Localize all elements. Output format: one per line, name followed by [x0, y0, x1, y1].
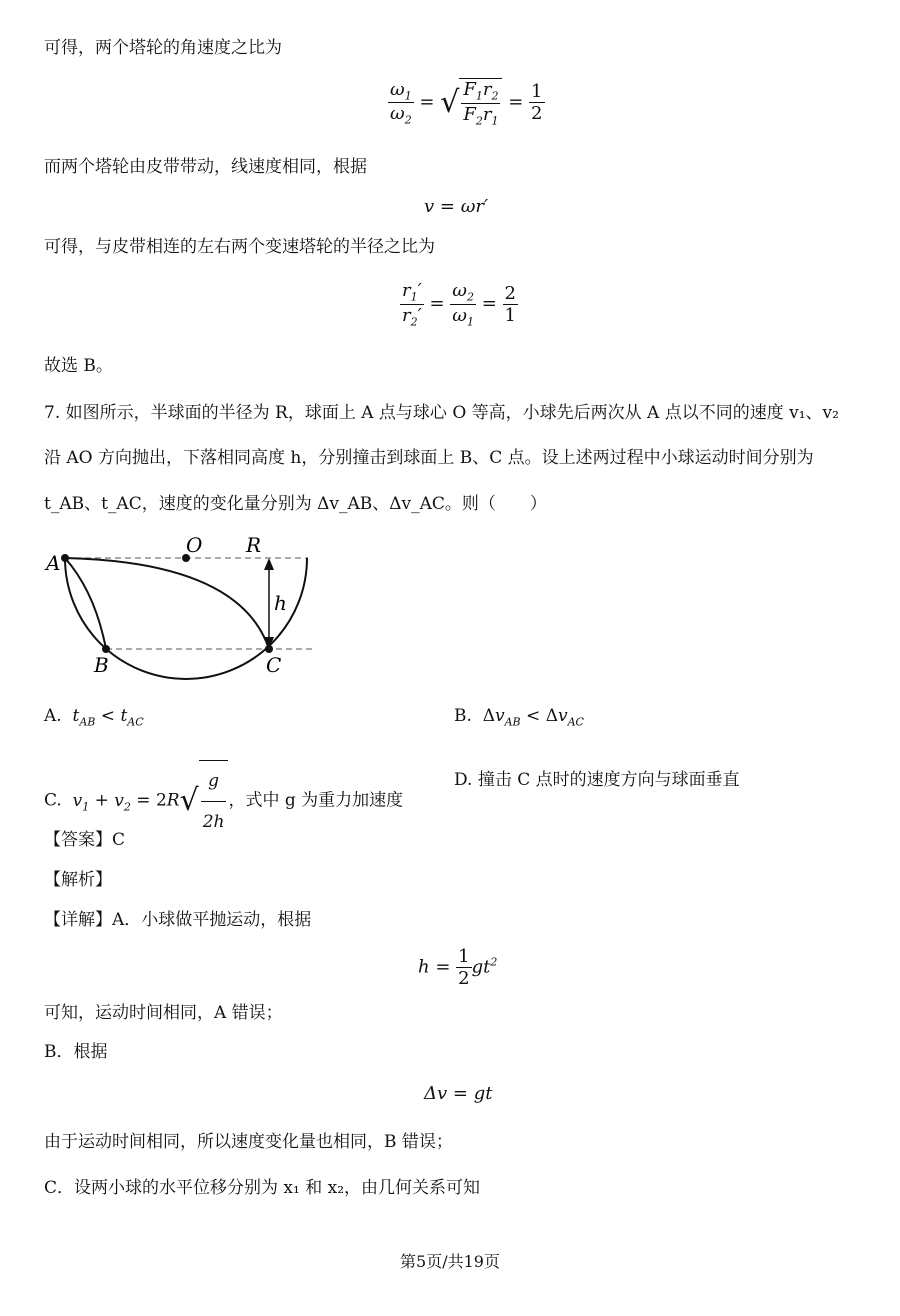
option-b[interactable]: B. $\Delta v_{AB} < \Delta v_{AC}$	[454, 706, 584, 729]
point-C	[265, 645, 273, 653]
arrow-head-top	[264, 558, 274, 570]
label-A: A	[46, 551, 61, 575]
text-line: 可知，运动时间相同，A 错误；	[44, 1003, 283, 1023]
answer-line: 【答案】C	[44, 830, 126, 850]
label-C: C	[266, 653, 282, 677]
text-line: 可得，与皮带相连的左右两个变速塔轮的半径之比为	[44, 237, 435, 257]
point-A	[61, 554, 69, 562]
label-R: R	[246, 533, 262, 557]
trajectory-to-C	[65, 558, 269, 649]
question-line: 沿 AO 方向抛出，下落相同高度 h，分别撞击到球面上 B、C 点。设上述两过程中小球运动时间分别为	[44, 448, 814, 468]
text-line: 而两个塔轮由皮带带动，线速度相同，根据	[44, 157, 367, 177]
text-line: C．设两小球的水平位移分别为 x₁ 和 x₂，由几何关系可知	[44, 1178, 481, 1198]
eq3-num: 2	[504, 282, 516, 304]
equation-linear-speed: v = ωr′	[424, 196, 489, 217]
eq3-den: 1	[504, 304, 516, 326]
text-line: 故选 B。	[44, 356, 113, 376]
point-B	[102, 645, 110, 653]
label-O: O	[186, 533, 203, 557]
option-a-label: A.	[44, 706, 62, 726]
page-footer: 第5页/共19页	[400, 1252, 500, 1271]
equation-free-fall: h = $\frac{1}{2}$ $gt^2$	[418, 946, 498, 989]
eq1-num: 1	[531, 81, 543, 103]
option-c[interactable]: C. $v_1 + v_2 = 2R√$ $\frac{g}{2h}$ ，式中 g 为重力加速度	[44, 760, 403, 842]
analysis-heading: 【解析】	[44, 870, 112, 890]
eq1-den: 2	[531, 103, 543, 125]
eq4-den: 2	[458, 968, 470, 989]
trajectory-to-B	[65, 558, 106, 649]
text-line: B．根据	[44, 1042, 108, 1062]
hemisphere-figure	[40, 532, 340, 682]
label-B: B	[94, 653, 109, 677]
detail-line: 【详解】A．小球做平抛运动，根据	[44, 910, 312, 930]
text-line: 可得，两个塔轮的角速度之比为	[44, 38, 282, 58]
equation-omega-ratio: $\frac{\omega_1}{\omega_2}$ = √ $\frac{F_1r_2}{F_2r_1}$ = $\frac{1}{2}$	[390, 78, 543, 128]
eq4-num: 1	[458, 946, 470, 967]
equation-delta-v: Δv = gt	[424, 1083, 493, 1104]
question-line: t_AB、t_AC，速度的变化量分别为 Δv_AB、Δv_AC。则（ ）	[44, 494, 547, 514]
equation-radius-ratio: $\frac{r_1'}{r_2'}$ = $\frac{\omega_2}{\omega_1}$ = $\frac{2}{1}$	[402, 280, 516, 329]
text-line: 由于运动时间相同，所以速度变化量也相同，B 错误；	[44, 1132, 453, 1152]
question-line: 7. 如图所示，半球面的半径为 R，球面上 A 点与球心 O 等高，小球先后两次从 A 点以不同的速度 v₁、v₂	[44, 403, 839, 423]
option-d[interactable]: D. 撞击 C 点时的速度方向与球面垂直	[454, 770, 740, 790]
option-b-label: B.	[454, 706, 472, 726]
option-a[interactable]: A. $t_{AB} < t_{AC}$	[44, 706, 144, 729]
label-h: h	[274, 591, 287, 615]
option-c-suffix: ，式中 g 为重力加速度	[228, 790, 404, 811]
option-c-label: C.	[44, 790, 62, 811]
